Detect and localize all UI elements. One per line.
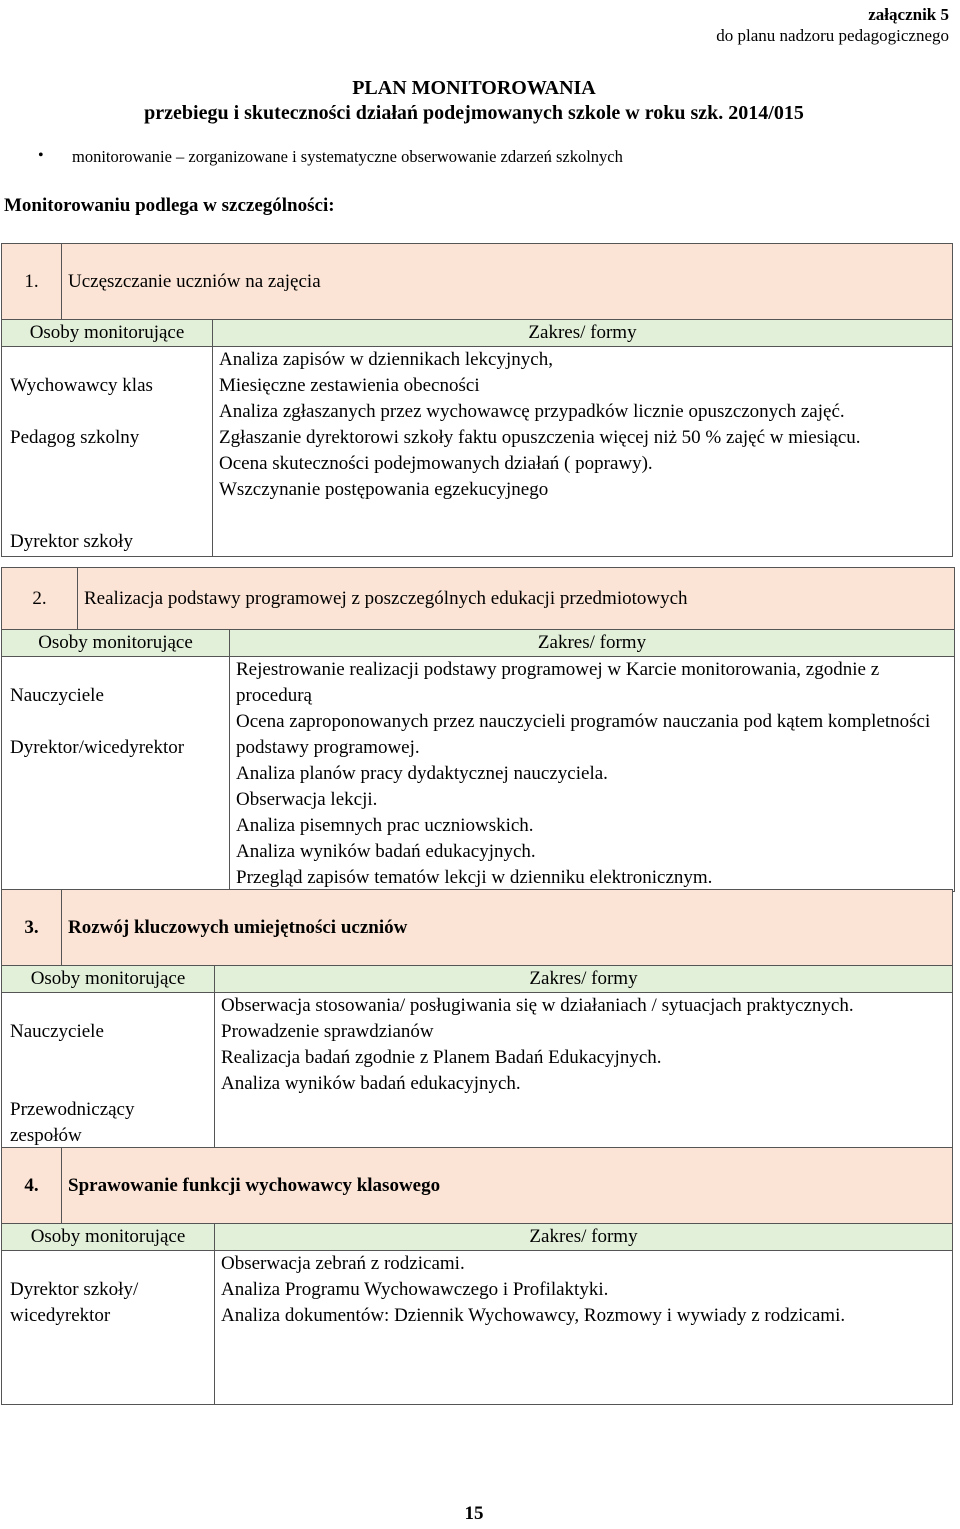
who-item: Dyrektor szkoły/ wicedyrektor — [10, 1279, 139, 1326]
section-header — [2, 1148, 953, 1224]
section-number: 3. — [2, 890, 62, 966]
who-item: Wychowawcy klas — [10, 375, 153, 396]
who-cell — [2, 347, 213, 557]
section-number: 1. — [2, 244, 62, 320]
scope-item: Analiza planów pracy dydaktycznej nauczyciela. — [236, 763, 608, 784]
attachment-number: załącznik 5 — [868, 5, 949, 24]
column-header-row — [2, 320, 953, 347]
scope-item: Analiza zapisów w dziennikach lekcyjnych, — [219, 349, 553, 370]
scope-item: Analiza wyników badań edukacyjnych. — [221, 1073, 521, 1094]
scope-cell — [215, 993, 953, 1150]
column-header-scope: Zakres/ formy — [213, 320, 953, 347]
scope-item: Ocena skuteczności podejmowanych działań ( poprawy). — [219, 453, 653, 474]
column-header-scope: Zakres/ formy — [215, 1224, 953, 1251]
section-header — [2, 568, 955, 630]
column-header-scope: Zakres/ formy — [215, 966, 953, 993]
scope-item: Zgłaszanie dyrektorowi szkoły faktu opuszczenia więcej niż 50 % zajęć w miesiącu. — [219, 427, 861, 448]
scope-item: Miesięczne zestawienia obecności — [219, 375, 480, 396]
content-row — [2, 347, 953, 557]
content-row — [2, 1251, 953, 1405]
column-header-row — [2, 966, 953, 993]
scope-cell — [230, 657, 955, 892]
section-4-table — [1, 1147, 953, 1405]
scope-item: Analiza pisemnych prac uczniowskich. — [236, 815, 534, 836]
scope-cell — [213, 347, 953, 557]
section-title: Rozwój kluczowych umiejętności uczniów — [62, 890, 953, 966]
scope-item: Ocena zaproponowanych przez nauczycieli programów nauczania pod kątem kompletności podstawy programowej. — [236, 711, 931, 758]
scope-item: Wszczynanie postępowania egzekucyjnego — [219, 479, 549, 500]
scope-item: Obserwacja lekcji. — [236, 789, 378, 810]
who-item: Dyrektor/wicedyrektor — [10, 737, 185, 758]
scope-item: Analiza dokumentów: Dziennik Wychowawcy, Rozmowy i wywiady z rodzicami. — [221, 1305, 846, 1326]
scope-item: Realizacja badań zgodnie z Planem Badań Edukacyjnych. — [221, 1047, 662, 1068]
scope-item: Obserwacja stosowania/ posługiwania się w działaniach / sytuacjach praktycznych. — [221, 995, 854, 1016]
column-header-who: Osoby monitorujące — [2, 1224, 215, 1251]
page-number: 15 — [464, 1503, 484, 1524]
column-header-who: Osoby monitorujące — [2, 630, 230, 657]
scope-cell — [215, 1251, 953, 1405]
scope-item: Analiza Programu Wychowawczego i Profilaktyki. — [221, 1279, 609, 1300]
scope-item: Analiza wyników badań edukacyjnych. — [236, 841, 536, 862]
column-header-scope: Zakres/ formy — [230, 630, 955, 657]
who-cell — [2, 993, 215, 1150]
who-item: Nauczyciele — [10, 1021, 104, 1042]
section-header — [2, 244, 953, 320]
document-title: PLAN MONITOROWANIA — [352, 77, 596, 99]
scope-item: Analiza zgłaszanych przez wychowawcę przypadków licznie opuszczonych zajęć. — [219, 401, 845, 422]
section-header — [2, 890, 953, 966]
column-header-who: Osoby monitorujące — [2, 966, 215, 993]
section-2-table — [1, 567, 955, 892]
scope-item: Prowadzenie sprawdzianów — [221, 1021, 434, 1042]
section-number: 4. — [2, 1148, 62, 1224]
scope-item: Przegląd zapisów tematów lekcji w dzienniku elektronicznym. — [236, 867, 713, 888]
who-item: Pedagog szkolny — [10, 427, 140, 448]
who-item: Nauczyciele — [10, 685, 104, 706]
who-cell — [2, 657, 230, 892]
section-3-table — [1, 889, 953, 1150]
scope-item: Rejestrowanie realizacji podstawy programowej w Karcie monitorowania, zgodnie z procedurą — [236, 659, 880, 706]
section-title: Sprawowanie funkcji wychowawcy klasowego — [62, 1148, 953, 1224]
content-row — [2, 657, 955, 892]
section-title: Realizacja podstawy programowej z poszczególnych edukacji przedmiotowych — [78, 568, 955, 630]
scope-item: Obserwacja zebrań z rodzicami. — [221, 1253, 465, 1274]
bullet-icon: • — [38, 147, 44, 164]
column-header-row — [2, 1224, 953, 1251]
section-number: 2. — [2, 568, 78, 630]
column-header-row — [2, 630, 955, 657]
attachment-label — [716, 4, 949, 46]
who-cell — [2, 1251, 215, 1405]
who-item: Dyrektor szkoły — [10, 531, 133, 552]
section-1-table — [1, 243, 953, 557]
document-subtitle: przebiegu i skuteczności działań podejmowanych szkole w roku szk. 2014/015 — [144, 102, 804, 124]
section-title: Uczęszczanie uczniów na zajęcia — [62, 244, 953, 320]
section-intro: Monitorowaniu podlega w szczególności: — [4, 195, 335, 216]
definition-text: monitorowanie – zorganizowane i systematyczne obserwowanie zdarzeń szkolnych — [72, 147, 623, 166]
content-row — [2, 993, 953, 1150]
attachment-subtitle: do planu nadzoru pedagogicznego — [716, 26, 949, 45]
who-item: Przewodniczący zespołów — [10, 1099, 135, 1146]
column-header-who: Osoby monitorujące — [2, 320, 213, 347]
